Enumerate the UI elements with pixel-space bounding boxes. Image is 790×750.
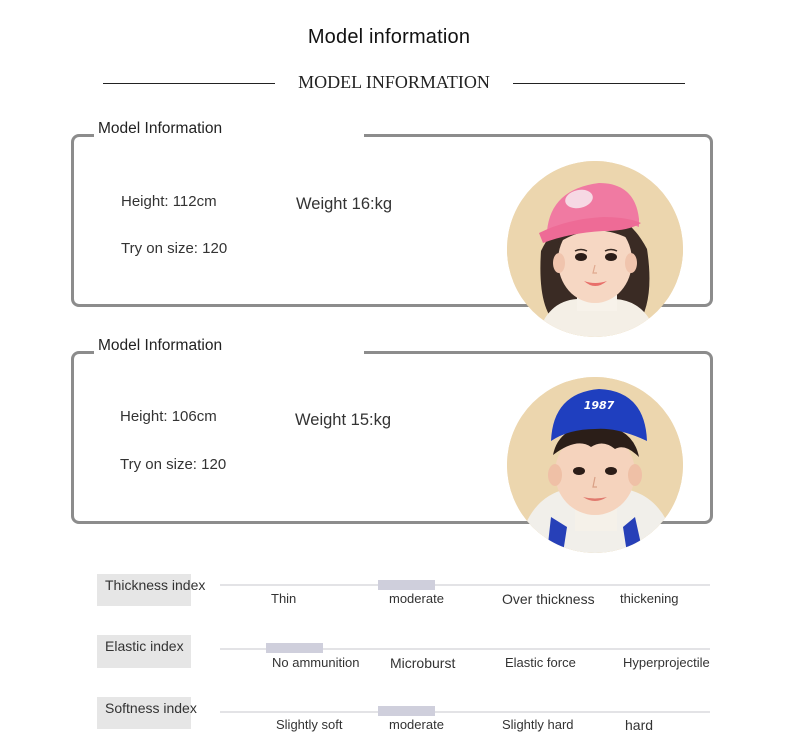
- card-legend: Model Information: [94, 118, 364, 140]
- index-selected-marker: [378, 580, 435, 590]
- model-weight: Weight 16:kg: [296, 195, 393, 213]
- index-option: Thin: [271, 591, 297, 606]
- index-option: Slightly hard: [502, 717, 574, 732]
- index-option: Hyperprojectile: [623, 655, 710, 670]
- thickness-index: [95, 574, 710, 610]
- softness-index: [95, 697, 710, 733]
- index-label: Elastic index: [97, 635, 191, 668]
- index-label: Softness index: [97, 697, 191, 729]
- page-title: Model information: [307, 26, 471, 48]
- card-legend: Model Information: [94, 335, 364, 357]
- index-option: moderate: [389, 591, 444, 606]
- model-height: Height: 106cm: [120, 408, 217, 425]
- model-photo-girl: [507, 161, 683, 337]
- index-option: Microburst: [390, 655, 456, 671]
- index-option: Elastic force: [505, 655, 576, 670]
- index-selected-marker: [266, 643, 323, 653]
- model-try-on-size: Try on size: 120: [121, 240, 228, 257]
- section-subtitle: MODEL INFORMATION: [298, 72, 490, 92]
- index-option: No ammunition: [272, 655, 360, 670]
- boy-blue-cap-photo-icon: [507, 377, 683, 553]
- index-label: Thickness index: [97, 574, 191, 606]
- divider-line-right: [513, 83, 685, 84]
- index-option: Over thickness: [502, 591, 595, 607]
- index-option: Slightly soft: [276, 717, 343, 732]
- divider-line-left: [103, 83, 275, 84]
- girl-pink-cap-photo-icon: [507, 161, 683, 337]
- index-track: [220, 711, 710, 713]
- model-height: Height: 112cm: [121, 193, 217, 210]
- svg-text:1987: 1987: [583, 399, 615, 412]
- index-track: [220, 584, 710, 586]
- elastic-index: [95, 635, 710, 671]
- index-selected-marker: [378, 706, 435, 716]
- model-try-on-size: Try on size: 120: [120, 456, 227, 473]
- model-weight: Weight 15:kg: [295, 411, 392, 429]
- index-option: thickening: [620, 591, 679, 606]
- section-heading: [103, 72, 685, 96]
- model-photo-boy: [507, 377, 683, 553]
- index-option: hard: [625, 717, 654, 733]
- index-option: moderate: [389, 717, 444, 732]
